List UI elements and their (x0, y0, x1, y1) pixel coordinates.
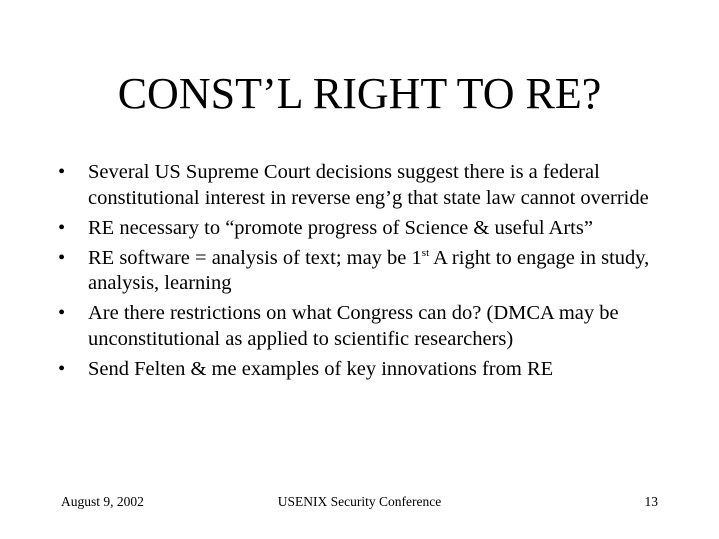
bullet-icon: • (58, 216, 66, 239)
footer-conference: USENIX Security Conference (277, 494, 442, 509)
bullet-superscript: st (421, 246, 430, 259)
bullet-text: RE necessary to “promote progress of Science & useful Arts” (88, 216, 593, 239)
bullet-icon: • (58, 246, 66, 269)
bullet-text: Send Felten & me examples of key innovations from RE (88, 358, 554, 381)
bullet-text: Are there restrictions on what Congress can do? (DMCA may be unconstitutional as applied to scientific researchers) (88, 302, 619, 351)
bullet-text-part: A right to engage in study, analysis, learning (88, 246, 650, 295)
slide-title: CONST’L RIGHT TO RE? (117, 69, 602, 118)
bullet-item (58, 216, 658, 242)
bullet-item (58, 160, 658, 211)
bullet-text: Several US Supreme Court decisions suggest there is a federal constitutional interest in reverse eng’g that state law cannot override (88, 161, 649, 209)
footer-page-number: 13 (644, 494, 658, 509)
bullet-icon: • (58, 161, 66, 183)
bullet-item (58, 246, 658, 297)
bullet-text-part: RE software = analysis of text; may be 1 (88, 246, 422, 269)
bullet-icon: • (58, 358, 66, 381)
bullet-item (58, 357, 658, 383)
bullet-icon: • (58, 302, 66, 325)
bullet-list (58, 160, 658, 387)
bullet-text (88, 247, 649, 295)
footer-date: August 9, 2002 (61, 494, 144, 509)
bullet-item (58, 301, 658, 352)
